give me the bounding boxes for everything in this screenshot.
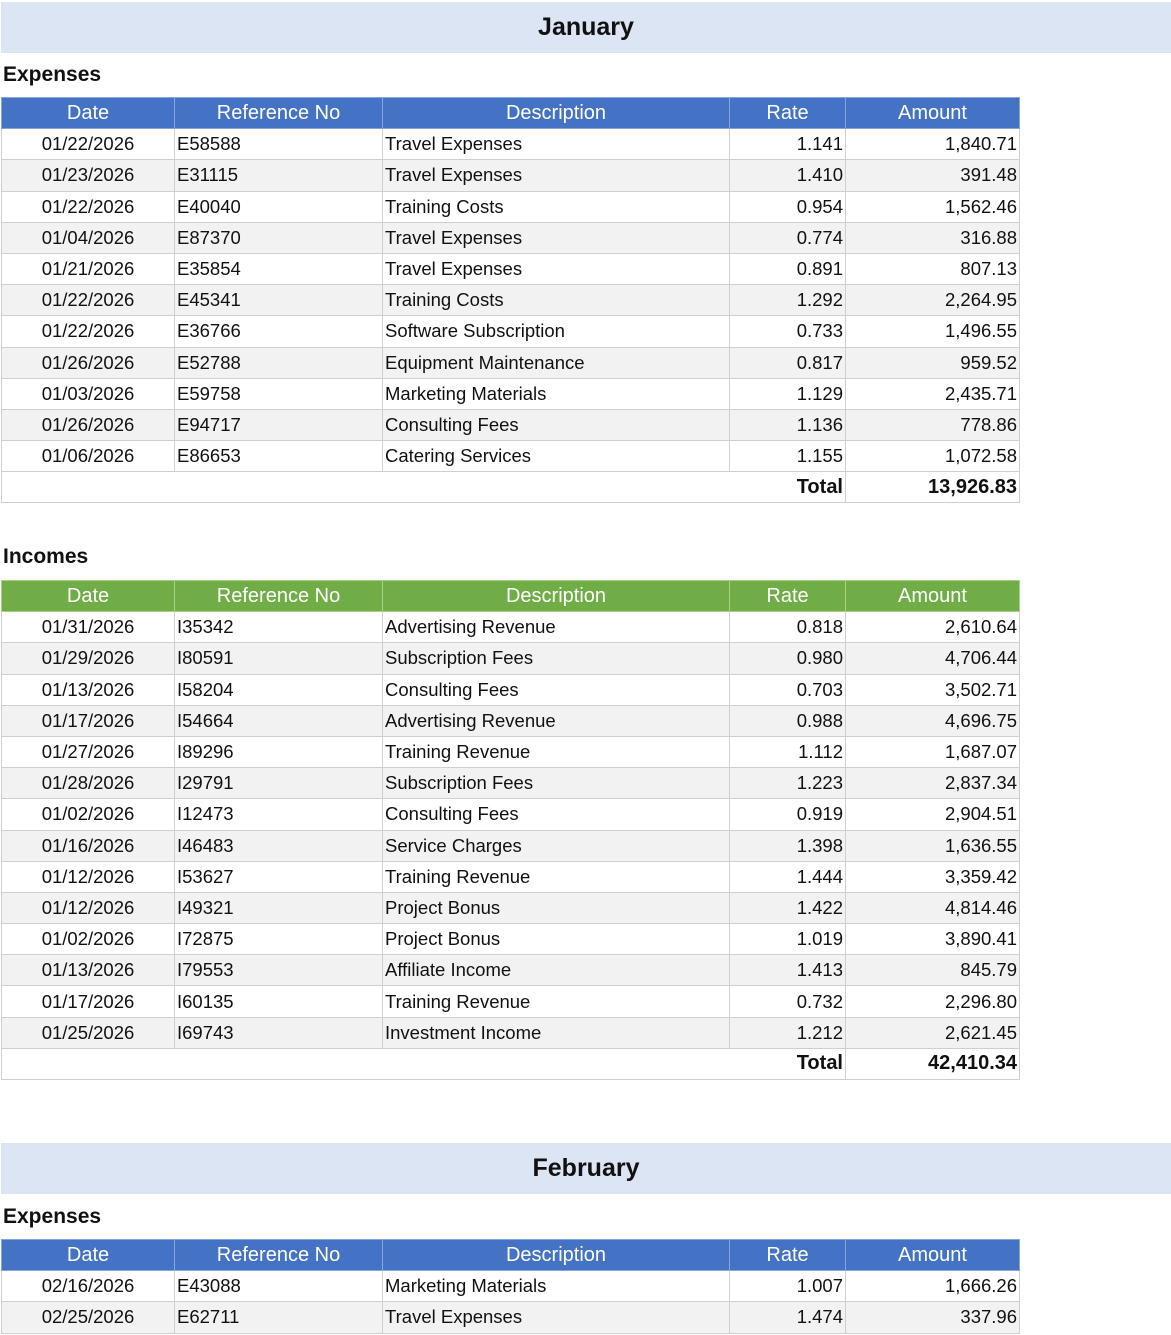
date-cell[interactable]: 01/16/2026 bbox=[2, 830, 175, 861]
date-cell[interactable]: 01/22/2026 bbox=[2, 129, 175, 160]
reference-cell[interactable]: I79553 bbox=[175, 955, 383, 986]
reference-cell[interactable]: E62711 bbox=[175, 1302, 383, 1333]
date-cell[interactable]: 01/22/2026 bbox=[2, 316, 175, 347]
description-cell[interactable]: Affiliate Income bbox=[383, 955, 730, 986]
table-row bbox=[2, 347, 1020, 378]
reference-cell[interactable]: I35342 bbox=[175, 612, 383, 643]
date-cell[interactable]: 01/27/2026 bbox=[2, 736, 175, 767]
description-cell[interactable]: Training Revenue bbox=[383, 986, 730, 1017]
month-title: January bbox=[538, 13, 634, 41]
reference-cell[interactable]: I12473 bbox=[175, 799, 383, 830]
month-header-february bbox=[1, 1143, 1171, 1194]
table-row bbox=[2, 612, 1020, 643]
amount-cell[interactable]: 2,264.95 bbox=[846, 285, 1020, 316]
date-cell[interactable]: 01/03/2026 bbox=[2, 378, 175, 409]
amount-cell[interactable]: 959.52 bbox=[846, 347, 1020, 378]
date-cell[interactable]: 01/06/2026 bbox=[2, 441, 175, 472]
amount-header: Amount bbox=[846, 581, 1020, 612]
rate-cell[interactable]: 1.112 bbox=[730, 736, 846, 767]
amount-cell[interactable]: 1,687.07 bbox=[846, 736, 1020, 767]
reference-cell[interactable]: E43088 bbox=[175, 1271, 383, 1302]
rate-cell[interactable]: 0.954 bbox=[730, 191, 846, 222]
date-cell[interactable]: 01/21/2026 bbox=[2, 253, 175, 284]
rate-header: Rate bbox=[730, 98, 846, 129]
description-cell[interactable]: Investment Income bbox=[383, 1017, 730, 1048]
rate-cell[interactable]: 0.817 bbox=[730, 347, 846, 378]
description-cell[interactable]: Catering Services bbox=[383, 441, 730, 472]
reference-cell[interactable]: E36766 bbox=[175, 316, 383, 347]
reference-cell[interactable]: E59758 bbox=[175, 378, 383, 409]
reference-cell[interactable]: I53627 bbox=[175, 861, 383, 892]
reference-cell[interactable]: E40040 bbox=[175, 191, 383, 222]
rate-cell[interactable]: 1.410 bbox=[730, 160, 846, 191]
table-row bbox=[2, 1302, 1020, 1333]
table-row bbox=[2, 643, 1020, 674]
reference-no-header: Reference No bbox=[175, 98, 383, 129]
description-header: Description bbox=[383, 1240, 730, 1271]
amount-cell[interactable]: 1,072.58 bbox=[846, 441, 1020, 472]
reference-cell[interactable]: I46483 bbox=[175, 830, 383, 861]
reference-cell[interactable]: E86653 bbox=[175, 441, 383, 472]
rate-cell[interactable]: 0.733 bbox=[730, 316, 846, 347]
rate-cell[interactable]: 1.019 bbox=[730, 924, 846, 955]
description-cell[interactable]: Travel Expenses bbox=[383, 222, 730, 253]
description-header: Description bbox=[383, 581, 730, 612]
month-header-january bbox=[1, 2, 1171, 53]
date-cell[interactable]: 01/28/2026 bbox=[2, 768, 175, 799]
total-label: Total bbox=[730, 472, 846, 503]
amount-cell[interactable]: 2,837.34 bbox=[846, 768, 1020, 799]
description-cell[interactable]: Training Revenue bbox=[383, 736, 730, 767]
reference-cell[interactable]: I80591 bbox=[175, 643, 383, 674]
rate-cell[interactable]: 1.212 bbox=[730, 1017, 846, 1048]
date-cell[interactable]: 01/02/2026 bbox=[2, 799, 175, 830]
table-row bbox=[2, 285, 1020, 316]
description-cell[interactable]: Consulting Fees bbox=[383, 409, 730, 440]
rate-cell[interactable]: 0.980 bbox=[730, 643, 846, 674]
total-spacer bbox=[2, 1048, 730, 1079]
date-cell[interactable]: 01/26/2026 bbox=[2, 409, 175, 440]
rate-cell[interactable]: 0.774 bbox=[730, 222, 846, 253]
amount-header: Amount bbox=[846, 98, 1020, 129]
table-row bbox=[2, 892, 1020, 923]
rate-cell[interactable]: 1.155 bbox=[730, 441, 846, 472]
description-header: Description bbox=[383, 98, 730, 129]
rate-cell[interactable]: 0.988 bbox=[730, 705, 846, 736]
description-cell[interactable]: Subscription Fees bbox=[383, 768, 730, 799]
incomes-table-january bbox=[1, 580, 1020, 1080]
amount-cell[interactable]: 316.88 bbox=[846, 222, 1020, 253]
date-cell[interactable]: 01/26/2026 bbox=[2, 347, 175, 378]
amount-cell[interactable]: 845.79 bbox=[846, 955, 1020, 986]
description-cell[interactable]: Training Costs bbox=[383, 191, 730, 222]
amount-cell[interactable]: 4,696.75 bbox=[846, 705, 1020, 736]
expenses-table-january bbox=[1, 97, 1020, 503]
amount-cell[interactable]: 337.96 bbox=[846, 1302, 1020, 1333]
table-row bbox=[2, 861, 1020, 892]
reference-cell[interactable]: E35854 bbox=[175, 253, 383, 284]
amount-cell[interactable]: 778.86 bbox=[846, 409, 1020, 440]
table-row bbox=[2, 955, 1020, 986]
reference-cell[interactable]: E58588 bbox=[175, 129, 383, 160]
description-cell[interactable]: Subscription Fees bbox=[383, 643, 730, 674]
reference-cell[interactable]: I72875 bbox=[175, 924, 383, 955]
date-header: Date bbox=[2, 98, 175, 129]
total-value[interactable]: 42,410.34 bbox=[846, 1048, 1020, 1079]
table-row bbox=[2, 924, 1020, 955]
amount-cell[interactable]: 4,814.46 bbox=[846, 892, 1020, 923]
rate-cell[interactable]: 1.141 bbox=[730, 129, 846, 160]
rate-cell[interactable]: 1.413 bbox=[730, 955, 846, 986]
reference-no-header: Reference No bbox=[175, 581, 383, 612]
table-row bbox=[2, 674, 1020, 705]
amount-cell[interactable]: 1,636.55 bbox=[846, 830, 1020, 861]
rate-cell[interactable]: 1.444 bbox=[730, 861, 846, 892]
description-cell[interactable]: Travel Expenses bbox=[383, 129, 730, 160]
date-header: Date bbox=[2, 1240, 175, 1271]
table-row bbox=[2, 129, 1020, 160]
rate-cell[interactable]: 1.136 bbox=[730, 409, 846, 440]
table-row bbox=[2, 768, 1020, 799]
reference-cell[interactable]: I58204 bbox=[175, 674, 383, 705]
reference-cell[interactable]: E52788 bbox=[175, 347, 383, 378]
amount-cell[interactable]: 2,610.64 bbox=[846, 612, 1020, 643]
description-cell[interactable]: Project Bonus bbox=[383, 924, 730, 955]
description-cell[interactable]: Marketing Materials bbox=[383, 1271, 730, 1302]
table-row bbox=[2, 830, 1020, 861]
header-row bbox=[2, 98, 1020, 129]
section-label-expenses: Expenses bbox=[3, 63, 102, 86]
total-label: Total bbox=[730, 1048, 846, 1079]
amount-cell[interactable]: 1,496.55 bbox=[846, 316, 1020, 347]
date-cell[interactable]: 01/13/2026 bbox=[2, 674, 175, 705]
table-row bbox=[2, 1017, 1020, 1048]
amount-cell[interactable]: 3,359.42 bbox=[846, 861, 1020, 892]
rate-cell[interactable]: 0.919 bbox=[730, 799, 846, 830]
date-cell[interactable]: 01/29/2026 bbox=[2, 643, 175, 674]
rate-cell[interactable]: 0.818 bbox=[730, 612, 846, 643]
reference-cell[interactable]: E31115 bbox=[175, 160, 383, 191]
date-cell[interactable]: 01/12/2026 bbox=[2, 892, 175, 923]
description-cell[interactable]: Consulting Fees bbox=[383, 674, 730, 705]
description-cell[interactable]: Travel Expenses bbox=[383, 160, 730, 191]
description-cell[interactable]: Marketing Materials bbox=[383, 378, 730, 409]
description-cell[interactable]: Advertising Revenue bbox=[383, 705, 730, 736]
amount-cell[interactable]: 1,562.46 bbox=[846, 191, 1020, 222]
description-cell[interactable]: Travel Expenses bbox=[383, 253, 730, 284]
table-row bbox=[2, 986, 1020, 1017]
rate-cell[interactable]: 1.292 bbox=[730, 285, 846, 316]
amount-cell[interactable]: 807.13 bbox=[846, 253, 1020, 284]
rate-header: Rate bbox=[730, 581, 846, 612]
reference-cell[interactable]: E87370 bbox=[175, 222, 383, 253]
table-row bbox=[2, 378, 1020, 409]
description-cell[interactable]: Consulting Fees bbox=[383, 799, 730, 830]
rate-cell[interactable]: 0.891 bbox=[730, 253, 846, 284]
month-title: February bbox=[532, 1154, 640, 1182]
date-header: Date bbox=[2, 581, 175, 612]
amount-cell[interactable]: 4,706.44 bbox=[846, 643, 1020, 674]
total-value[interactable]: 13,926.83 bbox=[846, 472, 1020, 503]
date-cell[interactable]: 01/12/2026 bbox=[2, 861, 175, 892]
date-cell[interactable]: 01/13/2026 bbox=[2, 955, 175, 986]
reference-no-header: Reference No bbox=[175, 1240, 383, 1271]
reference-cell[interactable]: E45341 bbox=[175, 285, 383, 316]
reference-cell[interactable]: I69743 bbox=[175, 1017, 383, 1048]
rate-cell[interactable]: 0.732 bbox=[730, 986, 846, 1017]
date-cell[interactable]: 01/04/2026 bbox=[2, 222, 175, 253]
table-row bbox=[2, 253, 1020, 284]
rate-cell[interactable]: 1.398 bbox=[730, 830, 846, 861]
date-cell[interactable]: 02/16/2026 bbox=[2, 1271, 175, 1302]
date-cell[interactable]: 01/17/2026 bbox=[2, 986, 175, 1017]
section-label-incomes: Incomes bbox=[3, 545, 89, 568]
date-cell[interactable]: 01/23/2026 bbox=[2, 160, 175, 191]
rate-cell[interactable]: 1.474 bbox=[730, 1302, 846, 1333]
amount-cell[interactable]: 2,621.45 bbox=[846, 1017, 1020, 1048]
reference-cell[interactable]: I89296 bbox=[175, 736, 383, 767]
date-cell[interactable]: 01/22/2026 bbox=[2, 285, 175, 316]
description-cell[interactable]: Project Bonus bbox=[383, 892, 730, 923]
date-cell[interactable]: 01/17/2026 bbox=[2, 705, 175, 736]
reference-cell[interactable]: I49321 bbox=[175, 892, 383, 923]
total-spacer bbox=[2, 472, 730, 503]
amount-cell[interactable]: 2,904.51 bbox=[846, 799, 1020, 830]
amount-cell[interactable]: 1,840.71 bbox=[846, 129, 1020, 160]
rate-cell[interactable]: 1.007 bbox=[730, 1271, 846, 1302]
description-cell[interactable]: Software Subscription bbox=[383, 316, 730, 347]
table-row bbox=[2, 160, 1020, 191]
date-cell[interactable]: 01/31/2026 bbox=[2, 612, 175, 643]
table-row bbox=[2, 705, 1020, 736]
table-row bbox=[2, 799, 1020, 830]
description-cell[interactable]: Advertising Revenue bbox=[383, 612, 730, 643]
description-cell[interactable]: Service Charges bbox=[383, 830, 730, 861]
amount-cell[interactable]: 3,502.71 bbox=[846, 674, 1020, 705]
description-cell[interactable]: Equipment Maintenance bbox=[383, 347, 730, 378]
expenses-table-february bbox=[1, 1239, 1020, 1334]
table-row bbox=[2, 1271, 1020, 1302]
amount-cell[interactable]: 3,890.41 bbox=[846, 924, 1020, 955]
amount-header: Amount bbox=[846, 1240, 1020, 1271]
total-row bbox=[2, 472, 1020, 503]
reference-cell[interactable]: I29791 bbox=[175, 768, 383, 799]
date-cell[interactable]: 01/02/2026 bbox=[2, 924, 175, 955]
description-cell[interactable]: Training Costs bbox=[383, 285, 730, 316]
table-row bbox=[2, 409, 1020, 440]
rate-cell[interactable]: 1.223 bbox=[730, 768, 846, 799]
amount-cell[interactable]: 1,666.26 bbox=[846, 1271, 1020, 1302]
reference-cell[interactable]: E94717 bbox=[175, 409, 383, 440]
amount-cell[interactable]: 391.48 bbox=[846, 160, 1020, 191]
section-label-expenses: Expenses bbox=[3, 1205, 102, 1228]
reference-cell[interactable]: I54664 bbox=[175, 705, 383, 736]
description-cell[interactable]: Training Revenue bbox=[383, 861, 730, 892]
rate-cell[interactable]: 0.703 bbox=[730, 674, 846, 705]
table-row bbox=[2, 736, 1020, 767]
date-cell[interactable]: 02/25/2026 bbox=[2, 1302, 175, 1333]
reference-cell[interactable]: I60135 bbox=[175, 986, 383, 1017]
rate-cell[interactable]: 1.129 bbox=[730, 378, 846, 409]
table-row bbox=[2, 222, 1020, 253]
table-row bbox=[2, 441, 1020, 472]
table-row bbox=[2, 316, 1020, 347]
amount-cell[interactable]: 2,435.71 bbox=[846, 378, 1020, 409]
description-cell[interactable]: Travel Expenses bbox=[383, 1302, 730, 1333]
amount-cell[interactable]: 2,296.80 bbox=[846, 986, 1020, 1017]
total-row bbox=[2, 1048, 1020, 1079]
header-row bbox=[2, 581, 1020, 612]
date-cell[interactable]: 01/22/2026 bbox=[2, 191, 175, 222]
rate-header: Rate bbox=[730, 1240, 846, 1271]
table-row bbox=[2, 191, 1020, 222]
date-cell[interactable]: 01/25/2026 bbox=[2, 1017, 175, 1048]
header-row bbox=[2, 1240, 1020, 1271]
rate-cell[interactable]: 1.422 bbox=[730, 892, 846, 923]
